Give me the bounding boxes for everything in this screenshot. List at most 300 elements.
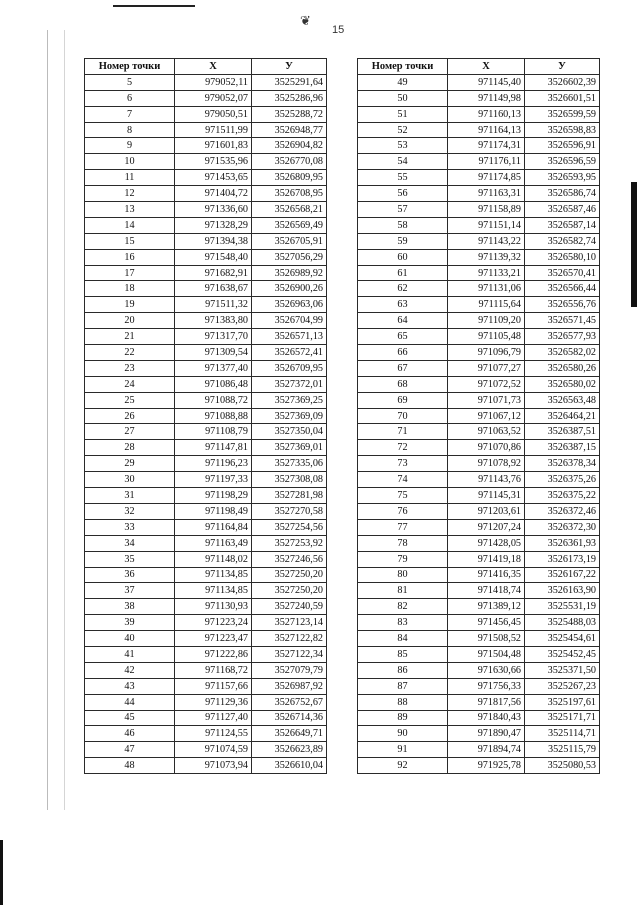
y-coordinate-cell: 3526593,95 [525,170,600,186]
y-coordinate-cell: 3525171,71 [525,710,600,726]
point-number-cell: 70 [358,408,448,424]
y-coordinate-cell: 3526596,59 [525,154,600,170]
left-margin-line [47,30,48,810]
y-coordinate-cell: 3527254,56 [252,519,327,535]
table-row [358,170,600,186]
table-row [85,615,327,631]
y-coordinate-cell: 3527335,06 [252,456,327,472]
y-coordinate-cell: 3526623,89 [252,742,327,758]
y-coordinate-cell: 3527281,98 [252,488,327,504]
point-number-cell: 29 [85,456,175,472]
x-coordinate-cell: 971404,72 [175,186,252,202]
x-coordinate-cell: 971074,59 [175,742,252,758]
y-coordinate-cell: 3526596,91 [525,138,600,154]
table-row [85,758,327,774]
point-number-cell: 79 [358,551,448,567]
point-number-cell: 21 [85,329,175,345]
y-coordinate-cell: 3526580,26 [525,360,600,376]
y-coordinate-cell: 3527122,82 [252,631,327,647]
x-coordinate-cell: 971139,32 [448,249,525,265]
y-coordinate-cell: 3526464,21 [525,408,600,424]
x-coordinate-cell: 971197,33 [175,472,252,488]
point-number-cell: 19 [85,297,175,313]
y-coordinate-cell: 3526752,67 [252,694,327,710]
y-coordinate-cell: 3526948,77 [252,122,327,138]
table-row [85,710,327,726]
y-coordinate-cell: 3525531,19 [525,599,600,615]
table-row [358,456,600,472]
x-coordinate-cell: 971453,65 [175,170,252,186]
y-coordinate-cell: 3525286,96 [252,90,327,106]
y-coordinate-cell: 3526587,14 [525,217,600,233]
table-row [358,106,600,122]
point-number-cell: 17 [85,265,175,281]
x-coordinate-cell: 971134,85 [175,583,252,599]
point-number-cell: 10 [85,154,175,170]
point-number-cell: 53 [358,138,448,154]
x-coordinate-cell: 971840,43 [448,710,525,726]
table-row [358,583,600,599]
y-coordinate-cell: 3525452,45 [525,646,600,662]
table-row [85,90,327,106]
y-coordinate-cell: 3527350,04 [252,424,327,440]
table-row [358,281,600,297]
table-row [85,519,327,535]
y-coordinate-cell: 3526582,02 [525,345,600,361]
y-coordinate-cell: 3526587,46 [525,202,600,218]
y-coordinate-cell: 3526714,36 [252,710,327,726]
table-row [358,202,600,218]
point-number-cell: 7 [85,106,175,122]
point-number-cell: 64 [358,313,448,329]
table-row [358,710,600,726]
point-number-cell: 9 [85,138,175,154]
x-coordinate-cell: 971416,35 [448,567,525,583]
x-coordinate-cell: 971164,84 [175,519,252,535]
table-row [85,726,327,742]
y-coordinate-cell: 3527270,58 [252,503,327,519]
point-number-cell: 62 [358,281,448,297]
table-row [358,551,600,567]
point-number-cell: 22 [85,345,175,361]
table-row [358,360,600,376]
y-coordinate-cell: 3526602,39 [525,74,600,90]
table-row [358,122,600,138]
y-coordinate-cell: 3527369,01 [252,440,327,456]
point-number-cell: 92 [358,758,448,774]
x-coordinate-cell: 971070,86 [448,440,525,456]
y-coordinate-cell: 3526378,34 [525,456,600,472]
y-coordinate-cell: 3526361,93 [525,535,600,551]
y-coordinate-cell: 3525488,03 [525,615,600,631]
y-coordinate-cell: 3526577,93 [525,329,600,345]
point-number-cell: 87 [358,678,448,694]
point-number-cell: 15 [85,233,175,249]
point-number-cell: 75 [358,488,448,504]
y-coordinate-cell: 3526572,41 [252,345,327,361]
table-row [85,360,327,376]
x-coordinate-cell: 971394,38 [175,233,252,249]
table-row [358,662,600,678]
x-coordinate-cell: 971086,48 [175,376,252,392]
point-number-cell: 51 [358,106,448,122]
x-coordinate-cell: 971131,06 [448,281,525,297]
y-coordinate-cell: 3527250,20 [252,583,327,599]
point-number-cell: 60 [358,249,448,265]
y-coordinate-cell: 3526705,91 [252,233,327,249]
handwritten-mark: ❦ [300,13,311,28]
table-row [358,376,600,392]
point-number-cell: 16 [85,249,175,265]
x-coordinate-cell: 971088,72 [175,392,252,408]
table-row [358,138,600,154]
table-row [85,249,327,265]
y-coordinate-cell: 3525267,23 [525,678,600,694]
table-row [85,74,327,90]
table-row [85,424,327,440]
x-coordinate-cell: 971133,21 [448,265,525,281]
x-coordinate-cell: 979050,51 [175,106,252,122]
x-coordinate-cell: 971511,99 [175,122,252,138]
point-number-cell: 78 [358,535,448,551]
table-row [358,678,600,694]
y-coordinate-cell: 3527122,34 [252,646,327,662]
x-coordinate-cell: 971149,98 [448,90,525,106]
table-row [358,488,600,504]
table-row [85,217,327,233]
table-row [358,503,600,519]
y-coordinate-cell: 3525080,53 [525,758,600,774]
table-row [85,488,327,504]
x-coordinate-cell: 979052,11 [175,74,252,90]
point-number-cell: 20 [85,313,175,329]
coordinates-table-left [84,58,327,774]
point-number-cell: 30 [85,472,175,488]
y-coordinate-cell: 3526580,10 [525,249,600,265]
point-number-cell: 65 [358,329,448,345]
table-row [358,408,600,424]
x-coordinate-cell: 971817,56 [448,694,525,710]
table-row [85,551,327,567]
y-coordinate-cell: 3527308,08 [252,472,327,488]
table-row [358,440,600,456]
point-number-cell: 57 [358,202,448,218]
x-coordinate-cell: 971147,81 [175,440,252,456]
table-row [85,170,327,186]
point-number-cell: 11 [85,170,175,186]
x-coordinate-cell: 971207,24 [448,519,525,535]
point-number-cell: 18 [85,281,175,297]
point-number-cell: 61 [358,265,448,281]
x-coordinate-cell: 971164,13 [448,122,525,138]
point-number-cell: 71 [358,424,448,440]
table-header-row [85,59,327,75]
table-row [358,329,600,345]
point-number-cell: 44 [85,694,175,710]
y-coordinate-cell: 3526989,92 [252,265,327,281]
y-coordinate-cell: 3526173,19 [525,551,600,567]
x-coordinate-cell: 971163,31 [448,186,525,202]
table-row [358,615,600,631]
x-coordinate-cell: 971063,52 [448,424,525,440]
y-coordinate-cell: 3526375,26 [525,472,600,488]
table-row [358,154,600,170]
y-coordinate-cell: 3526704,99 [252,313,327,329]
table-row [358,631,600,647]
point-number-cell: 47 [85,742,175,758]
header-point-number: Номер точки [358,59,448,75]
x-coordinate-cell: 971377,40 [175,360,252,376]
point-number-cell: 58 [358,217,448,233]
point-number-cell: 88 [358,694,448,710]
point-number-cell: 81 [358,583,448,599]
x-coordinate-cell: 971317,70 [175,329,252,345]
x-coordinate-cell: 971630,66 [448,662,525,678]
point-number-cell: 77 [358,519,448,535]
table-row [85,392,327,408]
y-coordinate-cell: 3526569,49 [252,217,327,233]
point-number-cell: 5 [85,74,175,90]
point-number-cell: 14 [85,217,175,233]
table-header-row [358,59,600,75]
point-number-cell: 54 [358,154,448,170]
y-coordinate-cell: 3527250,20 [252,567,327,583]
x-coordinate-cell: 971071,73 [448,392,525,408]
point-number-cell: 45 [85,710,175,726]
point-number-cell: 42 [85,662,175,678]
x-coordinate-cell: 971223,24 [175,615,252,631]
y-coordinate-cell: 3526586,74 [525,186,600,202]
x-coordinate-cell: 971088,88 [175,408,252,424]
table-row [358,297,600,313]
header-y: У [525,59,600,75]
point-number-cell: 67 [358,360,448,376]
table-row [85,202,327,218]
table-row [85,154,327,170]
point-number-cell: 72 [358,440,448,456]
point-number-cell: 76 [358,503,448,519]
x-coordinate-cell: 971203,61 [448,503,525,519]
top-rule [113,5,195,7]
x-coordinate-cell: 971383,80 [175,313,252,329]
table-row [85,583,327,599]
table-row [358,694,600,710]
x-coordinate-cell: 971130,93 [175,599,252,615]
coordinates-table-right [357,58,600,774]
x-coordinate-cell: 971127,40 [175,710,252,726]
table-row [85,440,327,456]
x-coordinate-cell: 971508,52 [448,631,525,647]
x-coordinate-cell: 971129,36 [175,694,252,710]
table-row [358,758,600,774]
point-number-cell: 84 [358,631,448,647]
table-row [358,345,600,361]
point-number-cell: 36 [85,567,175,583]
point-number-cell: 27 [85,424,175,440]
scan-edge-mark [631,182,637,307]
table-row [85,186,327,202]
y-coordinate-cell: 3526987,92 [252,678,327,694]
point-number-cell: 43 [85,678,175,694]
point-number-cell: 49 [358,74,448,90]
table-row [358,186,600,202]
table-row [85,646,327,662]
y-coordinate-cell: 3525115,79 [525,742,600,758]
x-coordinate-cell: 971890,47 [448,726,525,742]
scan-edge-bar [0,840,3,905]
point-number-cell: 40 [85,631,175,647]
y-coordinate-cell: 3526610,04 [252,758,327,774]
y-coordinate-cell: 3526963,06 [252,297,327,313]
point-number-cell: 90 [358,726,448,742]
x-coordinate-cell: 971638,67 [175,281,252,297]
y-coordinate-cell: 3526582,74 [525,233,600,249]
y-coordinate-cell: 3526599,59 [525,106,600,122]
point-number-cell: 74 [358,472,448,488]
y-coordinate-cell: 3527056,29 [252,249,327,265]
x-coordinate-cell: 971108,79 [175,424,252,440]
x-coordinate-cell: 971198,49 [175,503,252,519]
y-coordinate-cell: 3525371,50 [525,662,600,678]
table-row [358,472,600,488]
y-coordinate-cell: 3526900,26 [252,281,327,297]
table-row [85,456,327,472]
x-coordinate-cell: 971328,29 [175,217,252,233]
table-row [85,662,327,678]
x-coordinate-cell: 971222,86 [175,646,252,662]
y-coordinate-cell: 3527240,59 [252,599,327,615]
point-number-cell: 52 [358,122,448,138]
x-coordinate-cell: 971143,76 [448,472,525,488]
y-coordinate-cell: 3525197,61 [525,694,600,710]
x-coordinate-cell: 971145,31 [448,488,525,504]
table-row [358,392,600,408]
y-coordinate-cell: 3525288,72 [252,106,327,122]
x-coordinate-cell: 971124,55 [175,726,252,742]
table-row [85,376,327,392]
y-coordinate-cell: 3526570,41 [525,265,600,281]
table-row [85,138,327,154]
y-coordinate-cell: 3525291,64 [252,74,327,90]
table-row [358,726,600,742]
y-coordinate-cell: 3527246,56 [252,551,327,567]
x-coordinate-cell: 971174,31 [448,138,525,154]
table-row [358,90,600,106]
table-row [358,535,600,551]
header-x: Х [175,59,252,75]
point-number-cell: 80 [358,567,448,583]
x-coordinate-cell: 971072,52 [448,376,525,392]
table-row [358,74,600,90]
y-coordinate-cell: 3526372,46 [525,503,600,519]
x-coordinate-cell: 971925,78 [448,758,525,774]
x-coordinate-cell: 971073,94 [175,758,252,774]
point-number-cell: 41 [85,646,175,662]
x-coordinate-cell: 971196,23 [175,456,252,472]
x-coordinate-cell: 971336,60 [175,202,252,218]
table-row [85,503,327,519]
x-coordinate-cell: 971078,92 [448,456,525,472]
y-coordinate-cell: 3526598,83 [525,122,600,138]
x-coordinate-cell: 971419,18 [448,551,525,567]
point-number-cell: 82 [358,599,448,615]
y-coordinate-cell: 3526571,13 [252,329,327,345]
point-number-cell: 26 [85,408,175,424]
y-coordinate-cell: 3527372,01 [252,376,327,392]
y-coordinate-cell: 3526709,95 [252,360,327,376]
table-row [85,233,327,249]
x-coordinate-cell: 971894,74 [448,742,525,758]
x-coordinate-cell: 971145,40 [448,74,525,90]
x-coordinate-cell: 971134,85 [175,567,252,583]
table-row [85,297,327,313]
table-row [358,313,600,329]
x-coordinate-cell: 971418,74 [448,583,525,599]
y-coordinate-cell: 3526387,15 [525,440,600,456]
x-coordinate-cell: 971174,85 [448,170,525,186]
point-number-cell: 23 [85,360,175,376]
x-coordinate-cell: 971143,22 [448,233,525,249]
x-coordinate-cell: 971309,54 [175,345,252,361]
point-number-cell: 37 [85,583,175,599]
table-row [85,122,327,138]
left-margin-line-inner [64,30,65,810]
point-number-cell: 35 [85,551,175,567]
x-coordinate-cell: 971148,02 [175,551,252,567]
x-coordinate-cell: 971428,05 [448,535,525,551]
point-number-cell: 34 [85,535,175,551]
point-number-cell: 66 [358,345,448,361]
table-row [85,599,327,615]
x-coordinate-cell: 971109,20 [448,313,525,329]
table-row [358,217,600,233]
x-coordinate-cell: 971096,79 [448,345,525,361]
x-coordinate-cell: 971756,33 [448,678,525,694]
point-number-cell: 59 [358,233,448,249]
point-number-cell: 33 [85,519,175,535]
table-row [85,631,327,647]
table-row [85,535,327,551]
table-row [358,233,600,249]
y-coordinate-cell: 3526649,71 [252,726,327,742]
x-coordinate-cell: 971151,14 [448,217,525,233]
y-coordinate-cell: 3526556,76 [525,297,600,313]
table-row [358,646,600,662]
x-coordinate-cell: 979052,07 [175,90,252,106]
point-number-cell: 50 [358,90,448,106]
header-x: Х [448,59,525,75]
point-number-cell: 28 [85,440,175,456]
x-coordinate-cell: 971548,40 [175,249,252,265]
point-number-cell: 91 [358,742,448,758]
table-row [85,472,327,488]
y-coordinate-cell: 3527253,92 [252,535,327,551]
point-number-cell: 63 [358,297,448,313]
x-coordinate-cell: 971511,32 [175,297,252,313]
y-coordinate-cell: 3526387,51 [525,424,600,440]
point-number-cell: 69 [358,392,448,408]
y-coordinate-cell: 3527369,09 [252,408,327,424]
point-number-cell: 8 [85,122,175,138]
x-coordinate-cell: 971504,48 [448,646,525,662]
point-number-cell: 39 [85,615,175,631]
x-coordinate-cell: 971157,66 [175,678,252,694]
x-coordinate-cell: 971456,45 [448,615,525,631]
point-number-cell: 12 [85,186,175,202]
point-number-cell: 32 [85,503,175,519]
x-coordinate-cell: 971163,49 [175,535,252,551]
point-number-cell: 68 [358,376,448,392]
